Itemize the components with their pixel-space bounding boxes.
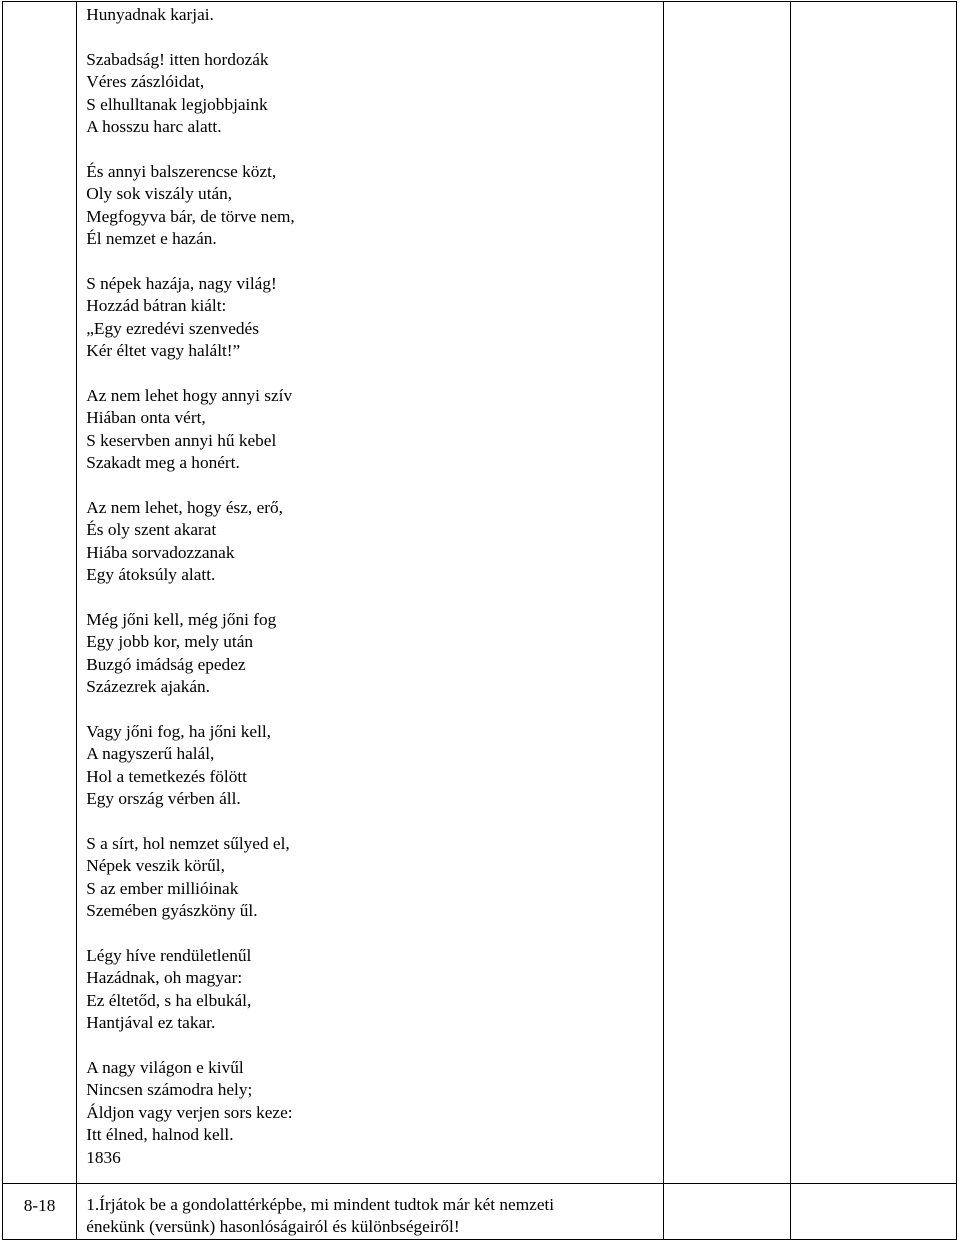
stanza-gap: [86, 250, 663, 272]
task-line-2: énekünk (versünk) hasonlóságairól és különbségeiről!: [86, 1217, 460, 1237]
stanza-gap: [86, 1035, 663, 1057]
poem-line: Még jőni kell, még jőni fog: [86, 609, 277, 629]
task-empty-cell-4: [791, 1184, 957, 1240]
poem-line: S elhulltanak legjobbjaink: [86, 94, 268, 114]
row-number: 8-18: [23, 1196, 56, 1215]
poem-text: [77, 2, 663, 1169]
stanza-gap: [86, 923, 663, 945]
poem-line: Kér éltet vagy halált!”: [86, 341, 241, 361]
poem-line: Oly sok viszály után,: [86, 184, 233, 204]
poem-line: S népek hazája, nagy világ!: [86, 273, 277, 293]
task-line-1: 1.Írjátok be a gondolattérképbe, mi mindent tudtok már két nemzeti: [86, 1195, 555, 1214]
poem-line: Hol a temetkezés fölött: [86, 766, 247, 786]
poem-line: Hiába sorvadozzanak: [86, 542, 235, 562]
poem-line: „Egy ezredévi szenvedés: [86, 318, 259, 338]
poem-line: Szakadt meg a honért.: [86, 453, 240, 473]
poem-line: Egy ország vérben áll.: [86, 789, 241, 809]
poem-year: 1836: [86, 1147, 121, 1167]
poem-line: Véres zászlóidat,: [86, 72, 205, 92]
poem-line: Hozzád bátran kiált:: [86, 296, 227, 316]
empty-cell-4: [791, 2, 957, 1184]
poem-line: És oly szent akarat: [86, 520, 217, 540]
stanza-gap: [86, 811, 663, 833]
empty-number-cell: [3, 2, 77, 1184]
poem-line: Egy jobb kor, mely után: [86, 632, 254, 652]
stanza-gap: [86, 362, 663, 384]
stanza-gap: [86, 26, 663, 48]
poem-cell: [77, 2, 664, 1184]
task-empty-cell-3: [664, 1184, 791, 1240]
poem-line: Megfogyva bár, de törve nem,: [86, 206, 295, 226]
stanza-gap: [86, 699, 663, 721]
poem-line: És annyi balszerencse közt,: [86, 161, 277, 181]
stanza-gap: [86, 474, 663, 496]
poem-line: S az ember millióinak: [86, 878, 239, 898]
poem-line: Szemében gyászköny űl.: [86, 901, 258, 921]
poem-line: Hantjával ez takar.: [86, 1013, 216, 1033]
poem-row: [3, 2, 957, 1184]
row-number-cell: [3, 1184, 77, 1240]
poem-line: Áldjon vagy verjen sors keze:: [86, 1102, 293, 1122]
poem-line: S keservben annyi hű kebel: [86, 430, 277, 450]
poem-line: Hunyadnak karjai.: [86, 5, 214, 24]
poem-line: Hiában onta vért,: [86, 408, 206, 428]
poem-line: S a sírt, hol nemzet sűlyed el,: [86, 833, 290, 853]
poem-line: Itt élned, halnod kell.: [86, 1125, 234, 1145]
poem-line: Hazádnak, oh magyar:: [86, 968, 243, 988]
poem-line: Légy híve rendületlenűl: [86, 945, 252, 965]
poem-line: A nagy világon e kivűl: [86, 1057, 244, 1077]
task-text: [77, 1184, 663, 1239]
poem-line: Szabadság! itten hordozák: [86, 49, 269, 69]
poem-line: Vagy jőni fog, ha jőni kell,: [86, 721, 272, 741]
task-row: [3, 1184, 957, 1240]
poem-line: Népek veszik körűl,: [86, 856, 225, 876]
poem-line: Az nem lehet hogy annyi szív: [86, 385, 293, 405]
empty-cell-3: [664, 2, 791, 1184]
poem-line: A hosszu harc alatt.: [86, 117, 222, 137]
poem-line: Él nemzet e hazán.: [86, 229, 217, 249]
poem-line: Százezrek ajakán.: [86, 677, 210, 697]
stanza-gap: [86, 138, 663, 160]
stanza-gap: [86, 586, 663, 608]
poem-line: A nagyszerű halál,: [86, 744, 215, 764]
poem-line: Nincsen számodra hely;: [86, 1080, 253, 1100]
poem-line: Ez éltetőd, s ha elbukál,: [86, 990, 252, 1010]
poem-line: Egy átoksúly alatt.: [86, 565, 216, 585]
lesson-plan-table: [2, 1, 957, 1240]
task-cell: [77, 1184, 664, 1240]
poem-line: Az nem lehet, hogy ész, erő,: [86, 497, 283, 517]
poem-line: Buzgó imádság epedez: [86, 654, 246, 674]
